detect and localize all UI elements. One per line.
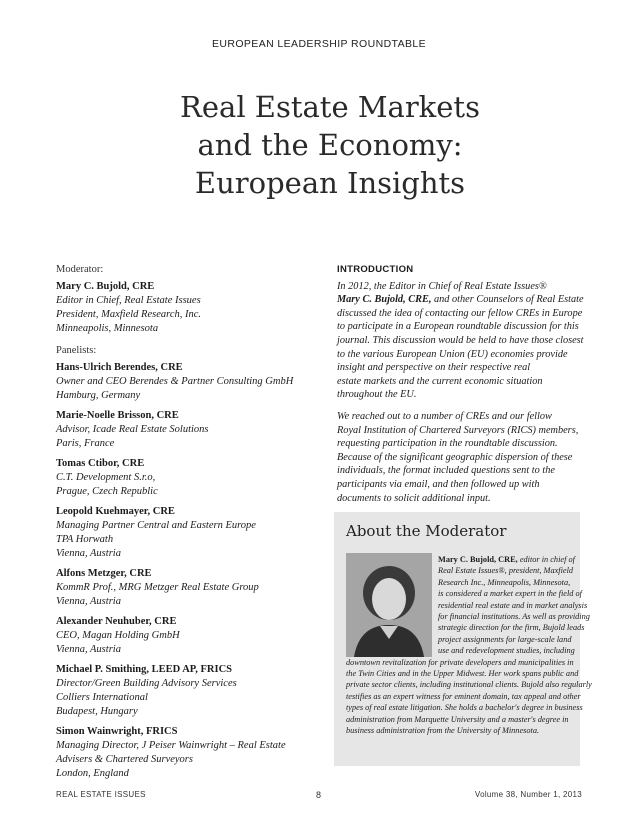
panelist: [56, 663, 318, 719]
intro-paragraph-2: [337, 410, 587, 505]
panelist-name: Simon Wainwright, FRICS: [56, 726, 178, 737]
title-line-3: European Insights: [194, 166, 466, 200]
participants-column: [56, 263, 318, 787]
moderator-name: Mary C. Bujold, CRE: [56, 281, 155, 292]
panelist: [56, 725, 318, 781]
intro-line: We reached out to a number of CREs and our fellow: [337, 410, 552, 422]
intro-line: insight and perspective on their respective real: [337, 362, 531, 374]
footer-journal: REAL ESTATE ISSUES: [56, 790, 146, 799]
panelist-name: Alexander Neuhuber, CRE: [56, 616, 177, 627]
bio-line: testifies as an expert witness for eminent domain, tax appeal and other: [346, 691, 581, 701]
footer-volume: Volume 38, Number 1, 2013: [474, 790, 582, 799]
bio-name: Mary C. Bujold, CRE,: [438, 555, 518, 564]
bio-line: administration from Marquette University and a master's degree in: [346, 714, 569, 724]
intro-line: participants via email, and then followed up with: [337, 478, 540, 490]
intro-line: requesting participation in the roundtable discussion.: [337, 438, 558, 450]
panelist: [56, 567, 318, 609]
panelist-line: Advisers & Chartered Surveyors: [56, 754, 193, 765]
intro-line: Because of the significant geographic dispersion of these: [337, 451, 573, 463]
moderator-line: Minneapolis, Minnesota: [56, 323, 159, 334]
introduction-column: [337, 263, 587, 513]
panelist-line: CEO, Magan Holding GmbH: [56, 630, 180, 641]
bio-line: project assignments for large-scale land: [438, 634, 572, 644]
panelist-line: Managing Partner Central and Eastern Europe: [56, 520, 256, 531]
panelist-line: KommR Prof., MRG Metzger Real Estate Group: [56, 582, 259, 593]
intro-line: Royal Institution of Chartered Surveyors (RICS) members,: [337, 424, 579, 436]
intro-line: journal. This discussion would be held to have those closest: [337, 334, 584, 346]
panelist-line: Colliers International: [56, 692, 148, 703]
intro-line: throughout the EU.: [337, 389, 417, 401]
panelist-line: Vienna, Austria: [56, 596, 121, 607]
panelist-line: Budapest, Hungary: [56, 706, 138, 717]
intro-line: documents to solicit additional input.: [337, 492, 491, 504]
series-header: EUROPEAN LEADERSHIP ROUNDTABLE: [211, 38, 427, 50]
panelist: [56, 361, 318, 403]
title-line-1: Real Estate Markets: [180, 90, 480, 124]
moderator-label: Moderator:: [56, 264, 104, 275]
intro-paragraph-1: [337, 280, 587, 402]
panelist-line: Prague, Czech Republic: [56, 486, 158, 497]
bio-line: downtown revitalization for private developers and municipalities in: [346, 657, 574, 667]
intro-line: to the various European Union (EU) economies provide: [337, 348, 568, 360]
panelist: [56, 615, 318, 657]
moderator-line: Editor in Chief, Real Estate Issues: [56, 295, 201, 306]
panelist-line: Managing Director, J Peiser Wainwright – Real Estate: [56, 740, 286, 751]
bio-line: the Twin Cities and in the Upper Midwest. Her work spans public and: [346, 669, 579, 679]
moderator-mention: Mary C. Bujold, CRE,: [337, 294, 432, 306]
panelist-line: Advisor, Icade Real Estate Solutions: [56, 424, 209, 435]
about-moderator-box: [334, 512, 592, 766]
bio-line: Research Inc., Minneapolis, Minnesota,: [438, 577, 571, 587]
panelist-line: C.T. Development S.r.o,: [56, 472, 156, 483]
bio-line: private sector clients, including institutional clients. Bujold also regularly: [346, 680, 592, 690]
title-line-2: and the Economy:: [197, 128, 463, 162]
bio-line: residential real estate and in market analysis: [438, 600, 588, 610]
panelist-name: Hans-Ulrich Berendes, CRE: [56, 362, 183, 373]
panelist-line: Paris, France: [56, 438, 115, 449]
intro-heading: INTRODUCTION: [337, 264, 414, 275]
bio-line: Mary C. Bujold, CRE, editor in chief of: [438, 555, 575, 564]
panelist-line: London, England: [56, 768, 129, 779]
bio-line: types of real estate litigation. She holds a bachelor's degree in business: [346, 703, 583, 713]
panelist-name: Leopold Kuehmayer, CRE: [56, 506, 175, 517]
panelists-label: Panelists:: [56, 345, 97, 356]
bio-line: strategic direction for the firm, Bujold leads: [438, 623, 585, 633]
intro-line: to participate in a European roundtable discussion for this: [337, 321, 579, 333]
panelist-line: TPA Horwath: [56, 534, 114, 545]
panelist-line: Hamburg, Germany: [56, 390, 141, 401]
panelist-line: Director/Green Building Advisory Services: [56, 678, 237, 689]
panelist-line: Vienna, Austria: [56, 644, 121, 655]
moderator-line: President, Maxfield Research, Inc.: [56, 309, 202, 320]
article-title: [100, 88, 560, 202]
panelist-line: Owner and CEO Berendes & Partner Consulting GmbH: [56, 376, 294, 387]
bio-line: business administration from the University of Minnesota.: [346, 726, 540, 736]
intro-line: discussed the idea of contacting our fellow CREs in Europe: [337, 307, 583, 319]
intro-line: individuals, the format included questions sent to the: [337, 465, 555, 477]
panelist-name: Alfons Metzger, CRE: [56, 568, 152, 579]
about-title: About the Moderator: [346, 522, 507, 540]
bio-line: is considered a market expert in the field of: [438, 589, 582, 599]
intro-line: Mary C. Bujold, CRE, and other Counselors of Real Estate: [337, 294, 584, 306]
about-bio: [346, 554, 592, 737]
panelist: [56, 457, 318, 499]
panelist-line: Vienna, Austria: [56, 548, 121, 559]
panelist-name: Tomas Ctibor, CRE: [56, 458, 145, 469]
panelist: [56, 409, 318, 451]
bio-line: Real Estate Issues®, president, Maxfield: [438, 566, 574, 576]
panelist-name: Marie-Noelle Brisson, CRE: [56, 410, 179, 421]
intro-line: In 2012, the Editor in Chief of Real Estate Issues®: [337, 280, 547, 292]
page-number: 8: [316, 790, 322, 800]
bio-line: for financial institutions. As well as providing: [438, 612, 590, 622]
panelist-name: Michael P. Smithing, LEED AP, FRICS: [56, 664, 233, 675]
panelist: [56, 505, 318, 561]
bio-line: use and redevelopment studies, including: [438, 646, 575, 656]
intro-line: estate markets and the current economic situation: [337, 375, 543, 387]
